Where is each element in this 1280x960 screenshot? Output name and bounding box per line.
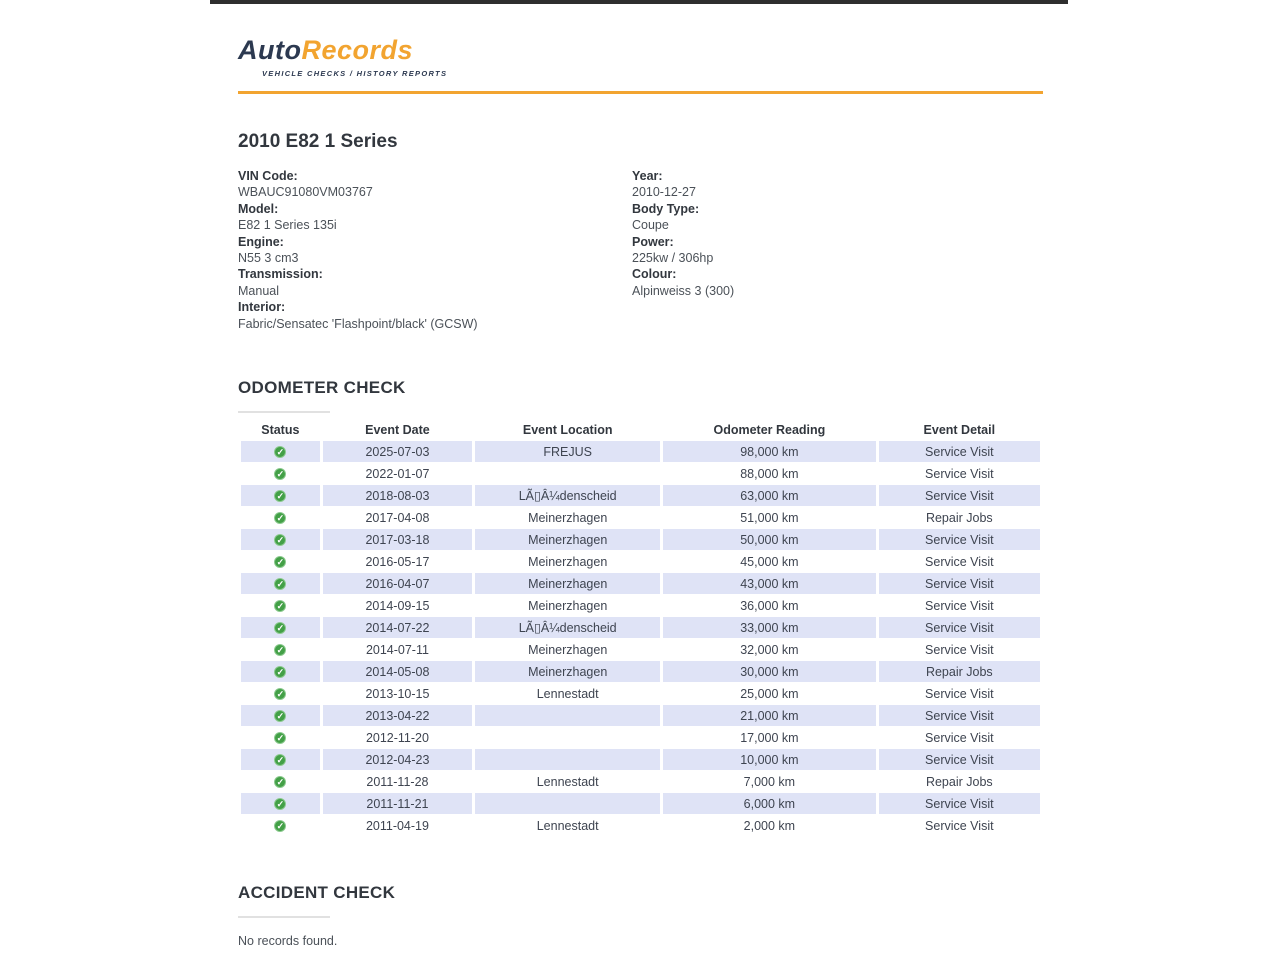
event-detail-cell: Service Visit (925, 466, 994, 481)
status-cell (241, 617, 320, 638)
vehicle-field-label: Colour: (632, 267, 677, 282)
status-cell (241, 639, 320, 660)
event-detail-cell: Service Visit (925, 686, 994, 701)
event-detail-cell: Service Visit (879, 485, 1040, 506)
vehicle-field-value: WBAUC91080VM03767 (238, 185, 373, 200)
event-location-cell: Meinerzhagen (475, 661, 660, 682)
vehicle-field (632, 168, 734, 201)
odometer-table-head (241, 420, 1040, 440)
odometer-reading-cell: 21,000 km (663, 705, 875, 726)
vehicle-field-label: Body Type: (632, 201, 700, 216)
check-circle-icon (274, 556, 286, 568)
table-row (241, 771, 1040, 792)
status-cell (241, 815, 320, 836)
odometer-reading-cell: 6,000 km (663, 793, 875, 814)
check-circle-icon (274, 820, 286, 832)
status-cell (241, 595, 320, 616)
event-location-cell: Lennestadt (536, 818, 599, 833)
vehicle-field-value: Alpinweiss 3 (300) (632, 283, 735, 298)
event-detail-cell: Service Visit (879, 441, 1040, 462)
event-location-cell: LÃ▯Â¼denscheid (475, 617, 660, 638)
vehicle-field-label: Power: (632, 234, 674, 249)
table-row (241, 551, 1040, 572)
status-cell (241, 507, 320, 528)
event-detail-cell: Repair Jobs (879, 661, 1040, 682)
event-detail-cell: Repair Jobs (925, 774, 993, 789)
vehicle-field-value: E82 1 Series 135i (238, 218, 337, 233)
table-row (241, 441, 1040, 462)
vehicle-field-label: Interior: (238, 300, 286, 315)
table-row (241, 683, 1040, 704)
vehicle-field-label: Year: (632, 169, 663, 183)
event-location-cell: LÃ▯Â¼denscheid (475, 485, 660, 506)
vehicle-details-left (238, 168, 632, 332)
event-date-cell: 2017-04-08 (365, 510, 430, 525)
vehicle-field (238, 201, 632, 234)
brand-tagline: VEHICLE CHECKS / HISTORY REPORTS (262, 69, 448, 78)
vehicle-field (632, 234, 734, 267)
vehicle-details-right (632, 168, 734, 332)
odometer-reading-cell: 36,000 km (740, 598, 799, 613)
check-circle-icon (274, 776, 286, 788)
vehicle-field-value: Fabric/Sensatec 'Flashpoint/black' (GCSW) (238, 316, 478, 331)
status-cell (241, 793, 320, 814)
check-circle-icon (274, 600, 286, 612)
event-location-cell: Meinerzhagen (475, 573, 660, 594)
check-circle-icon (274, 490, 286, 502)
check-circle-icon (274, 688, 286, 700)
vehicle-field (238, 266, 632, 299)
event-date-cell: 2011-11-28 (366, 774, 429, 789)
event-detail-cell: Repair Jobs (925, 510, 993, 525)
table-row (241, 463, 1040, 484)
status-cell (241, 529, 320, 550)
check-circle-icon (274, 798, 286, 810)
check-circle-icon (274, 732, 286, 744)
vehicle-field (632, 201, 734, 234)
vehicle-field-label: Model: (238, 201, 279, 216)
event-location-cell (475, 749, 660, 770)
odometer-reading-cell: 7,000 km (743, 774, 796, 789)
brand-logo (238, 37, 1043, 64)
event-date-cell: 2014-07-11 (365, 642, 429, 657)
vehicle-field (238, 299, 632, 332)
col-header-event-detail: Event Detail (923, 423, 996, 438)
check-circle-icon (274, 446, 286, 458)
event-location-cell (475, 727, 660, 748)
check-circle-icon (274, 512, 286, 524)
brand-logo-auto: Auto (238, 35, 302, 65)
col-header-status: Status (261, 423, 300, 438)
event-date-cell: 2012-11-20 (365, 730, 429, 745)
event-location-cell: Meinerzhagen (475, 529, 660, 550)
odometer-reading-cell: 17,000 km (740, 730, 799, 745)
vehicle-field (632, 266, 734, 299)
event-location-cell: Meinerzhagen (528, 642, 608, 657)
event-location-cell: Meinerzhagen (528, 510, 608, 525)
status-cell (241, 749, 320, 770)
status-cell (241, 771, 320, 792)
event-detail-cell: Service Visit (879, 705, 1040, 726)
event-detail-cell: Service Visit (879, 617, 1040, 638)
event-date-cell: 2011-11-21 (323, 793, 473, 814)
table-row (241, 793, 1040, 814)
event-detail-cell: Service Visit (925, 642, 994, 657)
check-circle-icon (274, 754, 286, 766)
event-detail-cell: Service Visit (925, 730, 994, 745)
odometer-reading-cell: 50,000 km (663, 529, 875, 550)
check-circle-icon (274, 622, 286, 634)
event-date-cell: 2016-04-07 (323, 573, 473, 594)
status-cell (241, 727, 320, 748)
table-row (241, 485, 1040, 506)
col-header-event-date: Event Date (365, 423, 430, 438)
event-date-cell: 2012-04-23 (323, 749, 473, 770)
vehicle-field-value: 225kw / 306hp (632, 251, 714, 266)
odometer-check-heading: ODOMETER CHECK (238, 378, 406, 398)
event-location-cell: Meinerzhagen (528, 598, 608, 613)
event-location-cell (475, 463, 660, 484)
event-date-cell: 2013-04-22 (323, 705, 473, 726)
accident-check-heading: ACCIDENT CHECK (238, 883, 396, 903)
event-detail-cell: Service Visit (879, 793, 1040, 814)
odometer-reading-cell: 63,000 km (663, 485, 875, 506)
page-content (210, 37, 1068, 948)
event-location-cell: Meinerzhagen (528, 554, 608, 569)
status-cell (241, 661, 320, 682)
table-row (241, 573, 1040, 594)
check-circle-icon (274, 666, 286, 678)
table-row (241, 815, 1040, 836)
event-detail-cell: Service Visit (925, 818, 994, 833)
table-row (241, 507, 1040, 528)
vehicle-field-label: Engine: (238, 234, 284, 249)
odometer-reading-cell: 32,000 km (740, 642, 799, 657)
event-date-cell: 2022-01-07 (365, 466, 430, 481)
check-circle-icon (274, 578, 286, 590)
event-detail-cell: Service Visit (879, 573, 1040, 594)
table-row (241, 661, 1040, 682)
odometer-reading-cell: 43,000 km (663, 573, 875, 594)
event-date-cell: 2014-09-15 (365, 598, 430, 613)
event-detail-cell: Service Visit (925, 598, 994, 613)
col-header-event-location: Event Location (522, 423, 613, 438)
table-row (241, 639, 1040, 660)
check-circle-icon (274, 710, 286, 722)
odometer-reading-cell: 30,000 km (663, 661, 875, 682)
event-detail-cell: Service Visit (925, 554, 994, 569)
check-circle-icon (274, 644, 286, 656)
event-location-cell (475, 705, 660, 726)
odometer-check-rule (238, 411, 330, 413)
status-cell (241, 463, 320, 484)
event-location-cell (475, 793, 660, 814)
table-row (241, 705, 1040, 726)
table-row (241, 749, 1040, 770)
report-page (210, 0, 1068, 960)
event-location-cell: FREJUS (475, 441, 660, 462)
odometer-reading-cell: 45,000 km (740, 554, 799, 569)
event-date-cell: 2011-04-19 (365, 818, 429, 833)
vehicle-field-label: VIN Code: (238, 169, 298, 183)
status-cell (241, 683, 320, 704)
odometer-reading-cell: 25,000 km (740, 686, 799, 701)
event-date-cell: 2014-07-22 (323, 617, 473, 638)
accident-check-empty-text: No records found. (238, 934, 338, 949)
event-location-cell: Lennestadt (536, 774, 599, 789)
odometer-reading-cell: 2,000 km (743, 818, 796, 833)
event-detail-cell: Service Visit (879, 529, 1040, 550)
status-cell (241, 485, 320, 506)
odometer-reading-cell: 33,000 km (663, 617, 875, 638)
event-detail-cell: Service Visit (879, 749, 1040, 770)
odometer-reading-cell: 98,000 km (663, 441, 875, 462)
event-date-cell: 2016-05-17 (365, 554, 430, 569)
table-row (241, 727, 1040, 748)
odometer-reading-cell: 51,000 km (740, 510, 799, 525)
status-cell (241, 441, 320, 462)
odometer-reading-cell: 10,000 km (663, 749, 875, 770)
vehicle-field-value: N55 3 cm3 (238, 251, 299, 266)
vehicle-title: 2010 E82 1 Series (238, 131, 398, 152)
event-location-cell: Lennestadt (536, 686, 599, 701)
odometer-table (238, 419, 1043, 837)
odometer-reading-cell: 88,000 km (740, 466, 799, 481)
event-date-cell: 2025-07-03 (323, 441, 473, 462)
accident-check-rule (238, 916, 330, 918)
vehicle-field (238, 168, 632, 201)
vehicle-field-label: Transmission: (238, 267, 323, 282)
event-date-cell: 2017-03-18 (323, 529, 473, 550)
event-date-cell: 2014-05-08 (323, 661, 473, 682)
vehicle-field-value: Coupe (632, 218, 669, 233)
status-cell (241, 573, 320, 594)
event-date-cell: 2013-10-15 (365, 686, 430, 701)
col-header-odometer-reading: Odometer Reading (713, 423, 826, 438)
table-row (241, 529, 1040, 550)
table-row (241, 617, 1040, 638)
odometer-table-body (241, 441, 1040, 836)
event-date-cell: 2018-08-03 (323, 485, 473, 506)
vehicle-field (238, 234, 632, 267)
page-top-border (210, 0, 1068, 4)
vehicle-field-value: Manual (238, 283, 279, 298)
brand-logo-records: Records (301, 35, 414, 65)
check-circle-icon (274, 468, 286, 480)
vehicle-details (238, 168, 1043, 332)
brand-divider (238, 91, 1043, 94)
status-cell (241, 705, 320, 726)
check-circle-icon (274, 534, 286, 546)
status-cell (241, 551, 320, 572)
table-row (241, 595, 1040, 616)
vehicle-field-value: 2010-12-27 (632, 185, 696, 200)
